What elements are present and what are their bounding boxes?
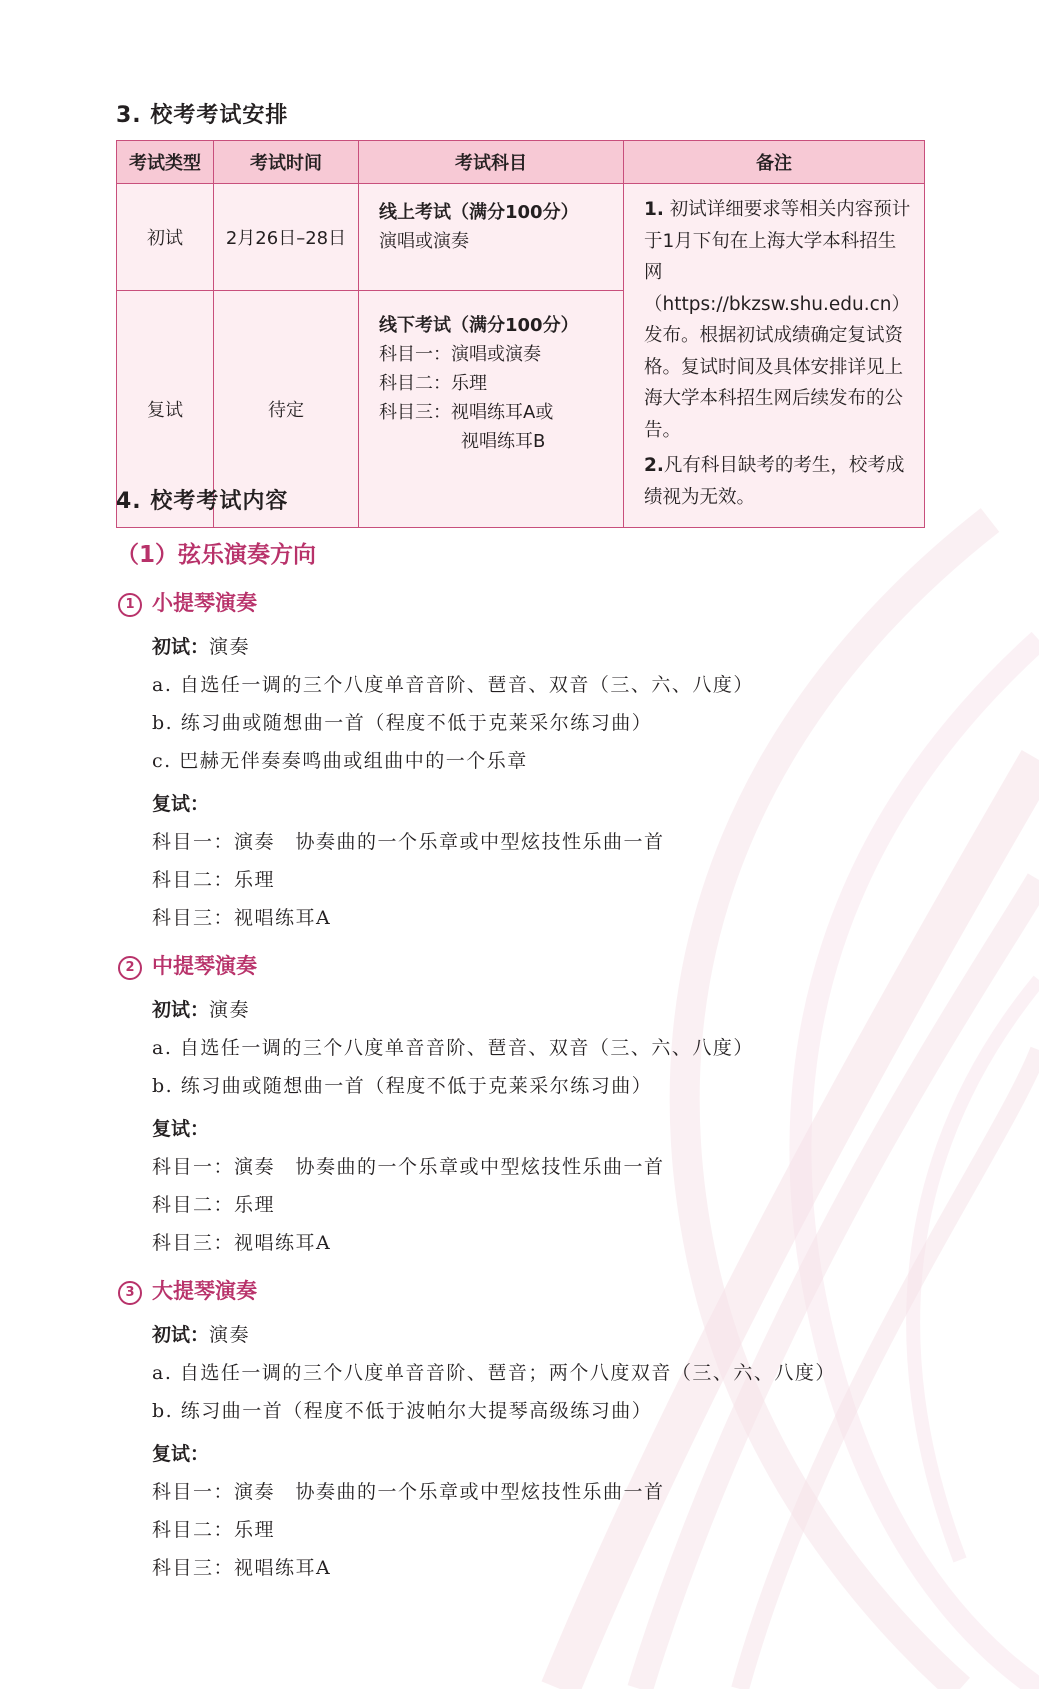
list-item: 科目三：视唱练耳A [152, 1557, 332, 1579]
table-row [117, 184, 925, 291]
list-item: 科目一：演奏 协奏曲的一个乐章或中型炫技性乐曲一首 [152, 831, 665, 853]
note-2-number: 2. [644, 455, 664, 476]
row2-subject-line: 科目一：演唱或演奏 [379, 344, 541, 366]
note-2-text: 凡有科目缺考的考生，校考成绩视为无效。 [644, 455, 905, 508]
section-4-title: 4. 校考考试内容 [116, 489, 289, 514]
list-item: a. 自选任一调的三个八度单音音阶、琶音；两个八度双音（三、六、八度） [152, 1362, 836, 1384]
header-exam-time: 考试时间 [214, 141, 359, 184]
header-exam-type: 考试类型 [117, 141, 214, 184]
exam-schedule-table [116, 140, 925, 528]
list-item: b. 练习曲一首（程度不低于波帕尔大提琴高级练习曲） [152, 1400, 653, 1422]
instrument-heading-violin [118, 587, 257, 617]
prelim-label: 初试：演奏 [152, 636, 251, 658]
note-1-text: 初试详细要求等相关内容预计于1月下旬在上海大学本科招生网（https://bkzsw.shu.edu.cn）发布。根据初试成绩确定复试资格。复试时间及具体安排详见上海大学本科招生网后续发布的公告。 [644, 199, 911, 441]
final-label: 复试： [152, 1118, 210, 1140]
row2-time: 待定 [214, 291, 359, 528]
row2-subject [359, 291, 624, 528]
row2-subject-title: 线下考试（满分100分） [379, 315, 579, 337]
row2-subject-line: 科目三：视唱练耳A或 [379, 402, 554, 424]
circle-number-icon: 2 [118, 956, 142, 980]
note-2 [644, 450, 912, 513]
row2-type: 复试 [117, 291, 214, 528]
list-item: 科目一：演奏 协奏曲的一个乐章或中型炫技性乐曲一首 [152, 1481, 665, 1503]
note-1 [644, 194, 912, 446]
list-item: a. 自选任一调的三个八度单音音阶、琶音、双音（三、六、八度） [152, 674, 754, 696]
direction-heading: （1）弦乐演奏方向 [116, 542, 317, 568]
row1-type: 初试 [117, 184, 214, 291]
instrument-heading-viola [118, 950, 257, 980]
header-exam-subject: 考试科目 [359, 141, 624, 184]
row1-subject-line: 演唱或演奏 [379, 231, 469, 252]
instrument-heading-cello [118, 1275, 257, 1305]
list-item: 科目二：乐理 [152, 1194, 276, 1216]
row2-subject-line: 科目二：乐理 [379, 373, 487, 395]
list-item: 科目一：演奏 协奏曲的一个乐章或中型炫技性乐曲一首 [152, 1156, 665, 1178]
list-item: 科目三：视唱练耳A [152, 907, 332, 929]
list-item: b. 练习曲或随想曲一首（程度不低于克莱采尔练习曲） [152, 1075, 653, 1097]
list-item: 科目二：乐理 [152, 1519, 276, 1541]
list-item: a. 自选任一调的三个八度单音音阶、琶音、双音（三、六、八度） [152, 1037, 754, 1059]
row1-subject [359, 184, 624, 291]
prelim-label: 初试：演奏 [152, 1324, 251, 1346]
instrument-name: 中提琴演奏 [152, 954, 257, 978]
list-item: 科目三：视唱练耳A [152, 1232, 332, 1254]
prelim-label: 初试：演奏 [152, 999, 251, 1021]
instrument-name: 大提琴演奏 [152, 1279, 257, 1303]
table-header-row [117, 141, 925, 184]
row1-time: 2月26日–28日 [214, 184, 359, 291]
row2-subject-line: 视唱练耳B [461, 431, 546, 453]
row1-subject-title: 线上考试（满分100分） [379, 202, 579, 223]
final-label: 复试： [152, 1443, 210, 1465]
list-item: 科目二：乐理 [152, 869, 276, 891]
note-1-number: 1. [644, 199, 664, 220]
notes-cell [624, 184, 925, 528]
list-item: c. 巴赫无伴奏奏鸣曲或组曲中的一个乐章 [152, 750, 528, 772]
instrument-name: 小提琴演奏 [152, 591, 257, 615]
circle-number-icon: 3 [118, 1281, 142, 1305]
header-notes: 备注 [624, 141, 925, 184]
section-3-title: 3. 校考考试安排 [116, 103, 289, 128]
list-item: b. 练习曲或随想曲一首（程度不低于克莱采尔练习曲） [152, 712, 653, 734]
circle-number-icon: 1 [118, 593, 142, 617]
final-label: 复试： [152, 793, 210, 815]
